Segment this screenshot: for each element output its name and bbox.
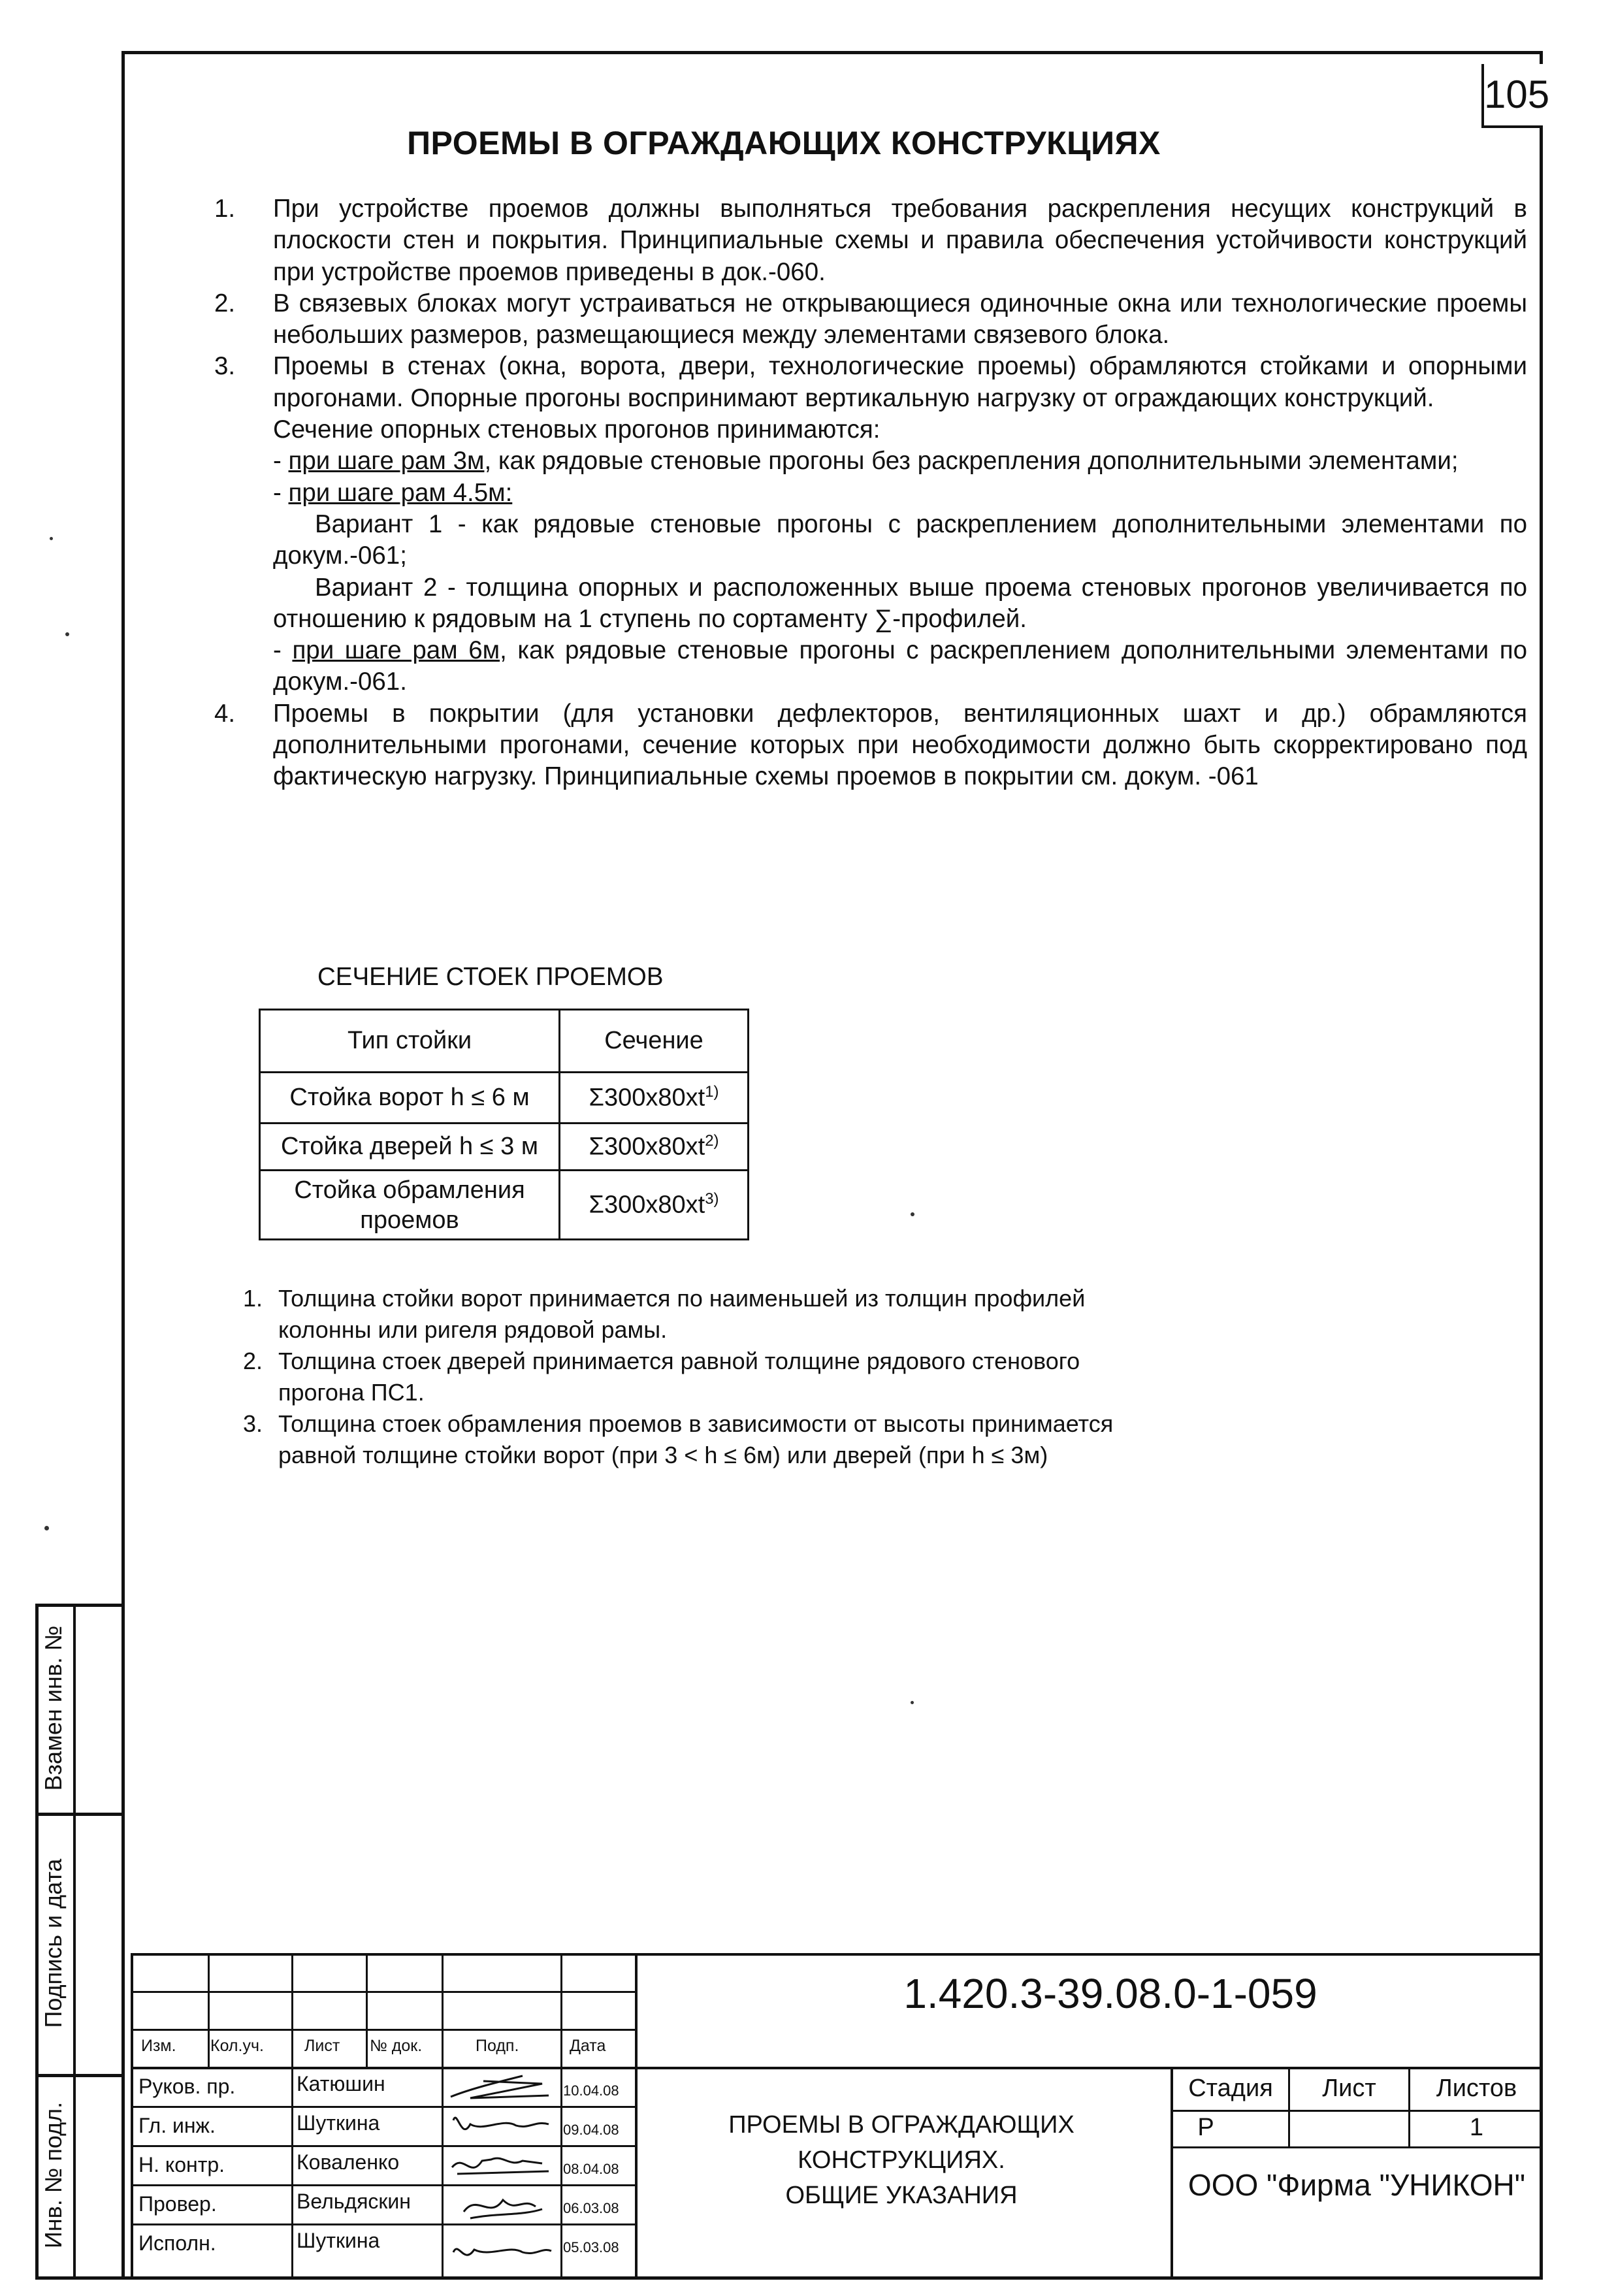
item-text: Проемы в стенах (окна, ворота, двери, технологические проемы) обрамляются стойками и опорными прогонами. Опорные прогоны воспринимают вертикальную нагрузку от ограждающих конструкций. — [273, 352, 1527, 412]
sheets-value: 1 — [1469, 2114, 1484, 2141]
sign-date: 10.04.08 — [563, 2082, 619, 2099]
side-label-inv: Инв. № подл. — [40, 2101, 67, 2249]
col-header: Дата — [570, 2037, 606, 2055]
section-value: Σ300x80xt — [589, 1133, 705, 1161]
list-item — [214, 193, 1527, 288]
side-label-sign: Подпись и дата — [40, 1858, 67, 2028]
role-label: Провер. — [138, 2192, 217, 2216]
footnote-number: 2. — [243, 1348, 263, 1374]
header-section: Сечение — [560, 1010, 749, 1073]
variant-2: Вариант 2 - толщина опорных и расположенных выше проема стеновых прогонов увеличивается по отношению к рядовым на 1 ступень по сортаменту ∑-профилей. — [273, 573, 1527, 633]
footnote-text: Толщина стоек дверей принимается равной толщине рядового стенового прогона ПС1. — [278, 1348, 1080, 1406]
item-number: 1. — [214, 195, 236, 223]
cell-type: Стойка ворот h ≤ 6 м — [260, 1073, 560, 1124]
scan-speck — [911, 1701, 914, 1704]
step-3m-label: при шаге рам 3м — [288, 447, 485, 476]
table-row — [260, 1124, 749, 1171]
item-number: 3. — [214, 352, 236, 381]
doc-title-line: КОНСТРУКЦИЯХ. — [798, 2146, 1005, 2174]
table-row — [260, 1073, 749, 1124]
col-header: Кол.уч. — [210, 2037, 264, 2055]
sections-table — [259, 1009, 749, 1240]
step-6m-text: , как рядовые стеновые прогоны с раскреплением дополнительными элементами по докум.-061. — [273, 636, 1527, 696]
table-header-row — [260, 1010, 749, 1073]
person-name: Вельдяскин — [297, 2190, 411, 2213]
dash: - — [273, 447, 289, 476]
item-text: Проемы в покрытии (для установки дефлекторов, вентиляционных шахт и др.) обрамляются дополнительными прогонами, сечение которых при необходимости должно быть скорректировано под фактическую нагрузку. Принципиальные схемы проемов в покрытии см. докум. -061 — [273, 699, 1527, 791]
cell-section — [560, 1171, 749, 1240]
doc-title-line: ПРОЕМЫ В ОГРАЖДАЮЩИХ — [728, 2111, 1075, 2139]
table-title: СЕЧЕНИЕ СТОЕК ПРОЕМОВ — [317, 963, 664, 991]
sheet-label: Лист — [1322, 2075, 1376, 2102]
role-label: Исполн. — [138, 2231, 216, 2255]
sign-date: 09.04.08 — [563, 2122, 619, 2138]
step-6m — [214, 635, 1527, 698]
scan-speck — [50, 537, 53, 540]
document-number: 1.420.3-39.08.0-1-059 — [903, 1970, 1317, 2017]
section-value: Σ300x80xt — [589, 1191, 705, 1219]
person-name: Шуткина — [297, 2229, 380, 2252]
footnote-number: 3. — [243, 1410, 263, 1437]
doc-title-line: ОБЩИЕ УКАЗАНИЯ — [785, 2182, 1018, 2209]
person-name: Шуткина — [297, 2111, 380, 2135]
scan-speck — [44, 1526, 49, 1530]
page-title: ПРОЕМЫ В ОГРАЖДАЮЩИХ КОНСТРУКЦИЯХ — [407, 125, 1161, 161]
dash: - — [273, 478, 289, 507]
footnote-ref: 2) — [705, 1132, 719, 1150]
cell-type: Стойка обрамления проемов — [260, 1171, 560, 1240]
col-header: Изм. — [141, 2037, 176, 2055]
footnote — [243, 1283, 1157, 1346]
item-text: В связевых блоках могут устраиваться не открывающиеся одиночные окна или технологические проемы небольших размеров, размещающиеся между элементами связевого блока. — [273, 289, 1527, 349]
stage-label: Стадия — [1188, 2075, 1273, 2102]
role-label: Н. контр. — [138, 2153, 225, 2176]
dash: - — [273, 636, 293, 665]
sheets-label: Листов — [1436, 2075, 1517, 2102]
scan-speck — [911, 1212, 914, 1216]
list-item — [214, 351, 1527, 414]
role-label: Руков. пр. — [138, 2075, 236, 2098]
step-45m-label: при шаге рам 4.5м: — [288, 478, 513, 507]
signatures-graphic — [444, 2069, 559, 2273]
sign-date: 08.04.08 — [563, 2161, 619, 2177]
step-3m-text: , как рядовые стеновые прогоны без раскрепления дополнительными элементами; — [484, 447, 1459, 476]
company-name: ООО "Фирма "УНИКОН" — [1188, 2168, 1526, 2202]
header-type: Тип стойки — [260, 1010, 560, 1073]
sign-date: 05.03.08 — [563, 2239, 619, 2256]
footnote-text: Толщина стоек обрамления проемов в зависимости от высоты принимается равной толщине стойки ворот (при 3 < h ≤ 6м) или дверей (при h ≤ 3м) — [278, 1410, 1114, 1468]
scan-speck — [65, 632, 69, 636]
section-intro: Сечение опорных стеновых прогонов принимаются: — [273, 415, 881, 444]
person-name: Катюшин — [297, 2072, 385, 2095]
person-name: Коваленко — [297, 2150, 400, 2174]
footnote-ref: 3) — [705, 1190, 719, 1208]
page-number: 105 — [1481, 64, 1543, 128]
item-number: 2. — [214, 289, 236, 317]
step-6m-label: при шаге рам 6м — [292, 636, 500, 665]
role-label: Гл. инж. — [138, 2114, 216, 2137]
step-45m — [214, 477, 1527, 509]
cell-type: Стойка дверей h ≤ 3 м — [260, 1124, 560, 1171]
variant-1: Вариант 1 - как рядовые стеновые прогоны с раскреплением дополнительными элементами по докум.-061; — [273, 509, 1527, 570]
footnotes — [243, 1283, 1157, 1471]
section-value: Σ300x80xt — [589, 1084, 705, 1112]
general-notes — [214, 193, 1527, 793]
list-item — [214, 698, 1527, 793]
sign-date: 06.03.08 — [563, 2200, 619, 2216]
stage-value: Р — [1197, 2114, 1214, 2141]
col-header: Лист — [304, 2037, 340, 2055]
footnote — [243, 1408, 1157, 1471]
cell-section — [560, 1124, 749, 1171]
step-3m — [214, 445, 1527, 477]
item-text: При устройстве проемов должны выполняться требования раскрепления несущих конструкций в плоскости стен и покрытия. Принципиальные схемы и правила обеспечения устойчивости конструкций при устройстве проемов приведены в док.-060. — [273, 195, 1527, 286]
col-header: Подп. — [476, 2037, 519, 2055]
footnote — [243, 1346, 1157, 1408]
cell-section — [560, 1073, 749, 1124]
footnote-number: 1. — [243, 1285, 263, 1312]
footnote-text: Толщина стойки ворот принимается по наименьшей из толщин профилей колонны или ригеля рядовой рамы. — [278, 1285, 1086, 1343]
side-label-replace: Взамен инв. № — [40, 1625, 67, 1791]
col-header: № док. — [370, 2037, 423, 2055]
table-row — [260, 1171, 749, 1240]
footnote-ref: 1) — [705, 1083, 719, 1101]
list-item — [214, 288, 1527, 351]
document-title — [640, 2107, 1163, 2213]
item-number: 4. — [214, 699, 236, 728]
